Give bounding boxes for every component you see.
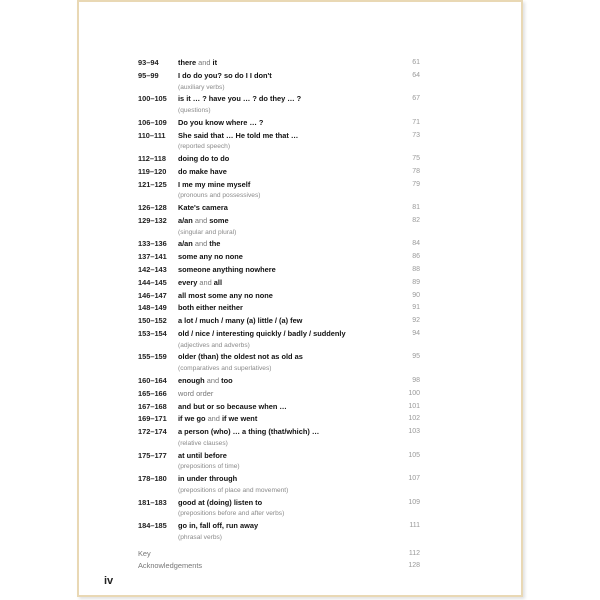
entry-keyword: Do you know where … ? [178, 117, 264, 127]
page-number: 84 [412, 240, 420, 248]
entry-subtitle: (questions) [178, 107, 211, 115]
page-number: 102 [408, 415, 420, 423]
toc-entry [138, 70, 420, 83]
entry-title [178, 302, 243, 315]
entry-title [178, 179, 250, 192]
page-number: 101 [408, 402, 420, 410]
toc-entry [138, 302, 420, 315]
unit-numbers: 121–125 [138, 179, 167, 189]
page-number: 100 [408, 389, 420, 397]
unit-numbers: 169–171 [138, 414, 167, 424]
entry-keyword: all most some any no none [178, 290, 273, 300]
toc-entry [138, 413, 420, 426]
toc-footer-entry [138, 560, 420, 573]
toc-entry [138, 375, 420, 388]
toc-entry [138, 238, 420, 251]
entry-keyword: every [178, 277, 198, 287]
unit-numbers: 146–147 [138, 290, 167, 300]
toc-entry [138, 315, 420, 328]
unit-numbers: 184–185 [138, 521, 167, 531]
toc-entry [138, 166, 420, 179]
page-number: 91 [412, 304, 420, 312]
entry-title [178, 70, 272, 83]
unit-numbers: 148–149 [138, 303, 167, 313]
entry-connector: and [204, 375, 222, 385]
entry-keyword: enough [178, 375, 205, 385]
toc-entry [138, 277, 420, 290]
unit-numbers: 133–136 [138, 239, 167, 249]
unit-numbers: 160–164 [138, 375, 167, 385]
page-number: 67 [412, 95, 420, 103]
entry-subtitle: (pronouns and possessives) [178, 192, 261, 200]
unit-numbers: 137–141 [138, 252, 167, 262]
entry-subtitle: (relative clauses) [178, 439, 228, 447]
entry-title [178, 497, 262, 510]
unit-numbers: 106–109 [138, 117, 167, 127]
entry-subtitle: (prepositions of time) [178, 463, 240, 471]
entry-keyword: some any no none [178, 252, 243, 262]
entry-subtitle: (prepositions before and after verbs) [178, 510, 285, 518]
entry-title [178, 264, 276, 277]
entry-title [178, 251, 243, 264]
entry-title [178, 130, 298, 143]
page-number: 88 [412, 266, 420, 273]
page-number: 92 [412, 317, 420, 325]
unit-numbers: 119–120 [138, 166, 167, 176]
entry-title [178, 238, 220, 251]
entry-keyword: if we went [221, 414, 258, 424]
unit-numbers: 155–159 [138, 352, 167, 362]
entry-connector: and [196, 58, 213, 67]
entry-title [178, 388, 213, 401]
entry-connector: word order [178, 388, 214, 398]
toc-entry [138, 117, 420, 130]
entry-keyword: at until before [178, 450, 227, 460]
entry-title [178, 93, 301, 106]
entry-keyword: She said that … He told me that … [178, 130, 299, 140]
page-number: 75 [412, 155, 420, 163]
entry-connector: and [192, 239, 210, 249]
unit-numbers: 142–143 [138, 265, 167, 274]
toc-entry [138, 251, 420, 264]
entry-title [178, 57, 217, 70]
page-number: 79 [412, 180, 420, 188]
entry-keyword: Kate's camera [178, 203, 228, 213]
unit-numbers: 153–154 [138, 328, 167, 338]
toc-entry [138, 215, 420, 228]
entry-keyword: a lot / much / many (a) little / (a) few [178, 316, 303, 326]
toc-entry [138, 179, 420, 192]
entry-title [178, 315, 302, 328]
entry-subtitle: (singular and plural) [178, 228, 237, 236]
entry-keyword: is it … ? have you … ? do they … ? [178, 94, 302, 104]
entry-title [178, 450, 227, 463]
footer-label: Key [138, 548, 151, 558]
entry-keyword: if we go [178, 414, 206, 424]
unit-numbers: 112–118 [138, 154, 166, 164]
entry-keyword: a/an [178, 239, 193, 249]
page-number: 94 [412, 329, 420, 337]
page-number: 103 [408, 428, 420, 436]
entry-title [178, 290, 273, 303]
entry-title [178, 473, 237, 486]
page-number: 98 [412, 376, 420, 384]
unit-numbers: 175–177 [138, 450, 167, 460]
entry-title [178, 153, 229, 166]
unit-numbers: 150–152 [138, 316, 167, 326]
entry-keyword: a person (who) … a thing (that/which) … [178, 427, 320, 437]
entry-title [178, 401, 287, 414]
page-number: 107 [408, 475, 420, 483]
entry-connector: and [192, 215, 210, 225]
page-number: 73 [412, 131, 420, 139]
toc-footer-entry [138, 548, 420, 561]
entry-keyword: in under through [178, 474, 238, 484]
entry-keyword: the [209, 239, 221, 249]
toc-entry [138, 520, 420, 533]
entry-subtitle: (prepositions of place and movement) [178, 486, 289, 494]
page-number: 105 [408, 451, 420, 459]
entry-keyword: there [178, 58, 197, 67]
entry-keyword: good at (doing) listen to [178, 497, 263, 507]
entry-keyword: old / nice / interesting quickly / badly / suddenly [178, 328, 346, 338]
entry-title [178, 520, 258, 533]
unit-numbers: 167–168 [138, 401, 167, 411]
entry-subtitle: (phrasal verbs) [178, 533, 222, 541]
page-number: 61 [412, 59, 420, 66]
unit-numbers: 181–183 [138, 497, 167, 507]
toc-entry [138, 497, 420, 510]
unit-numbers: 95–99 [138, 70, 159, 80]
entry-keyword: go in, fall off, run away [178, 521, 259, 531]
unit-numbers: 178–180 [138, 474, 167, 484]
unit-numbers: 172–174 [138, 427, 167, 437]
page-folio: iv [104, 575, 114, 587]
toc-entry [138, 473, 420, 486]
page-number: 78 [412, 167, 420, 175]
entry-keyword: both either neither [178, 303, 243, 313]
page-number: 89 [412, 278, 420, 286]
entry-subtitle: (adjectives and adverbs) [178, 341, 250, 349]
page-number: 64 [412, 71, 420, 79]
unit-numbers: 165–166 [138, 388, 167, 398]
toc-entry [138, 57, 420, 70]
entry-keyword: it [212, 58, 218, 67]
toc-entry [138, 388, 420, 401]
unit-numbers: 129–132 [138, 215, 167, 225]
entry-title [178, 117, 263, 130]
entry-title [178, 413, 257, 426]
entry-keyword: doing do to do [178, 154, 230, 164]
unit-numbers: 100–105 [138, 94, 167, 104]
page-number: 112 [408, 549, 420, 557]
entry-keyword: someone anything nowhere [178, 265, 276, 274]
entry-title [178, 426, 319, 439]
entry-subtitle: (comparatives and superlatives) [178, 365, 272, 373]
entry-keyword: do make have [178, 166, 227, 176]
entry-keyword: and but or so because when … [178, 401, 287, 411]
page-number: 71 [412, 118, 420, 126]
page-number: 82 [412, 216, 420, 224]
entry-subtitle: (reported speech) [178, 143, 231, 151]
entry-title [178, 375, 233, 388]
page-number: 95 [412, 353, 420, 361]
entry-keyword: I do do you? so do I I don't [178, 70, 272, 80]
unit-numbers: 144–145 [138, 277, 167, 287]
entry-connector: and [205, 414, 222, 424]
entry-keyword: a/an [178, 215, 193, 225]
entry-keyword: all [213, 277, 222, 287]
entry-title [178, 202, 228, 215]
unit-numbers: 93–94 [138, 58, 159, 67]
page-number: 90 [412, 291, 420, 299]
entry-title [178, 215, 229, 228]
entry-title [178, 351, 303, 364]
entry-keyword: too [221, 375, 233, 385]
toc-entry [138, 202, 420, 215]
toc-entry [138, 401, 420, 414]
page-number: 86 [412, 253, 420, 261]
toc-entry [138, 153, 420, 166]
page-number: 81 [412, 204, 420, 212]
toc-entry [138, 290, 420, 303]
entry-connector: and [197, 277, 214, 287]
entry-subtitle: (auxiliary verbs) [178, 83, 225, 91]
toc-entry [138, 93, 420, 106]
toc-entry [138, 130, 420, 143]
unit-numbers: 110–111 [138, 130, 166, 140]
entry-keyword: older (than) the oldest not as old as [178, 352, 303, 362]
footer-label: Acknowledgements [138, 561, 203, 571]
entry-title [178, 328, 346, 341]
unit-numbers: 126–128 [138, 203, 167, 213]
entry-keyword: I me my mine myself [178, 179, 251, 189]
entry-keyword: some [209, 215, 229, 225]
page-number: 109 [408, 498, 420, 506]
toc-entry [138, 328, 420, 341]
entry-title [178, 166, 227, 179]
page-number: 128 [408, 562, 420, 570]
entry-title [178, 277, 222, 290]
table-of-contents [138, 57, 420, 573]
toc-entry [138, 450, 420, 463]
page-number: 111 [409, 522, 420, 530]
toc-entry [138, 426, 420, 439]
toc-entry [138, 351, 420, 364]
toc-entry [138, 264, 420, 277]
